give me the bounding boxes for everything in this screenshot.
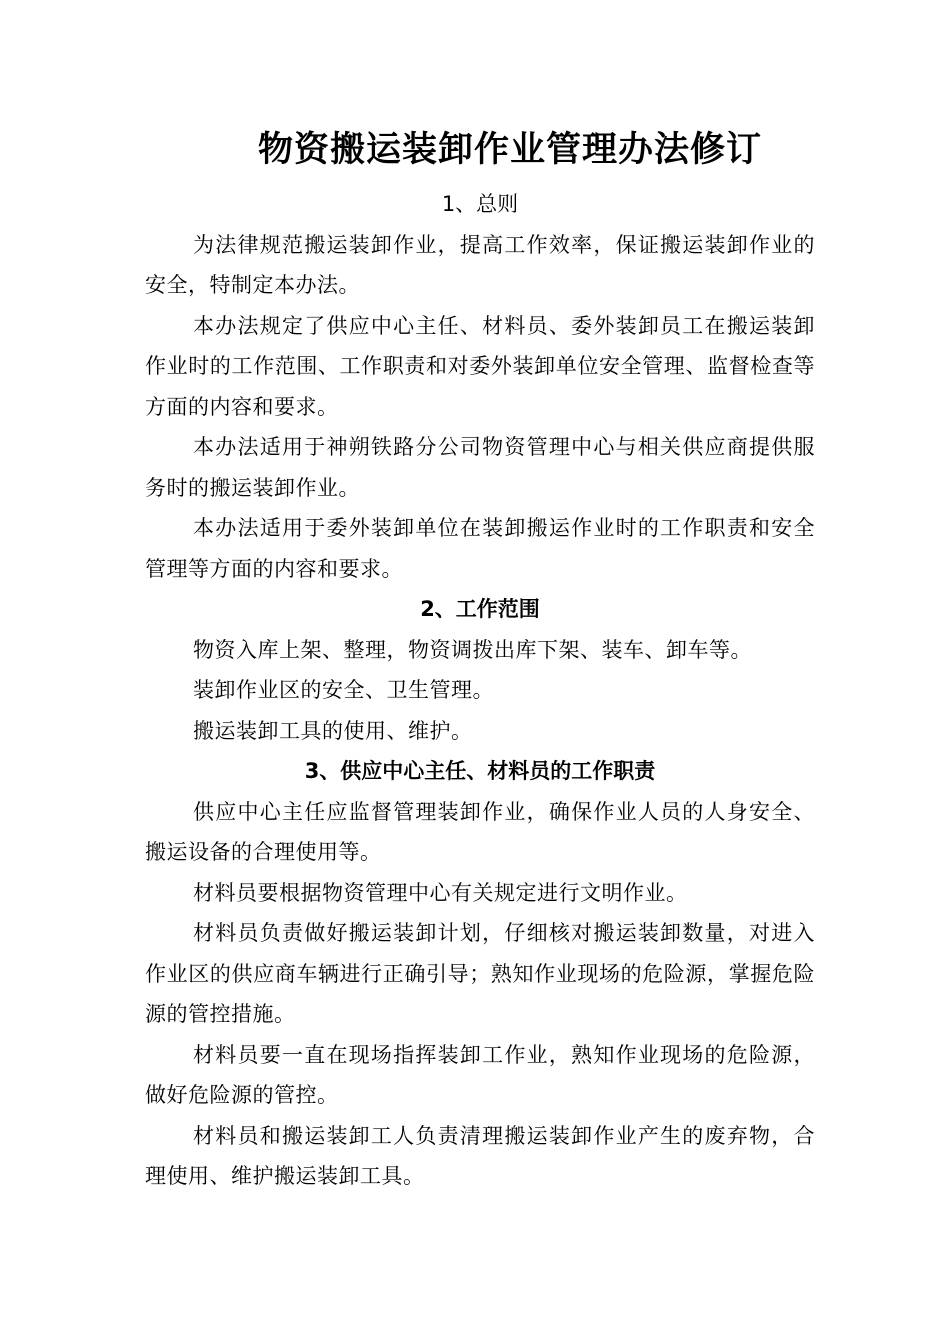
paragraph: 材料员要一直在现场指挥装卸工作业，熟知作业现场的危险源，做好危险源的管控。 [145,1042,815,1107]
paragraph: 材料员要根据物资管理中心有关规定进行文明作业。 [193,880,688,905]
document-body [145,184,815,1197]
paragraph: 材料员负责做好搬运装卸计划，仔细核对搬运装卸数量，对进入作业区的供应商车辆进行正确引导；熟知作业现场的危险源，掌握危险源的管控措施。 [145,921,815,1026]
section-heading-work-scope: 2、工作范围 [420,597,540,621]
paragraph: 供应中心主任应监督管理装卸作业，确保作业人员的人身安全、搬运设备的合理使用等。 [145,799,815,864]
paragraph: 搬运装卸工具的使用、维护。 [193,718,473,743]
paragraph: 本办法规定了供应中心主任、材料员、委外装卸员工在搬运装卸作业时的工作范围、工作职责和对委外装卸单位安全管理、监督检查等方面的内容和要求。 [145,313,815,419]
paragraph: 物资入库上架、整理，物资调拨出库下架、装车、卸车等。 [193,637,752,662]
paragraph: 为法律规范搬运装卸作业，提高工作效率，保证搬运装卸作业的安全，特制定本办法。 [145,232,815,297]
paragraph: 装卸作业区的安全、卫生管理。 [193,678,494,702]
section-heading-duties: 3、供应中心主任、材料员的工作职责 [304,759,656,783]
paragraph: 本办法适用于神朔铁路分公司物资管理中心与相关供应商提供服务时的搬运装卸作业。 [145,435,815,500]
paragraph: 材料员和搬运装卸工人负责清理搬运装卸作业产生的废弃物，合理使用、维护搬运装卸工具。 [145,1123,815,1188]
paragraph: 本办法适用于委外装卸单位在装卸搬运作业时的工作职责和安全管理等方面的内容和要求。 [145,516,815,581]
section-heading-general: 1、总则 [441,192,519,216]
document-title: 物资搬运装卸作业管理办法修订 [257,130,762,170]
